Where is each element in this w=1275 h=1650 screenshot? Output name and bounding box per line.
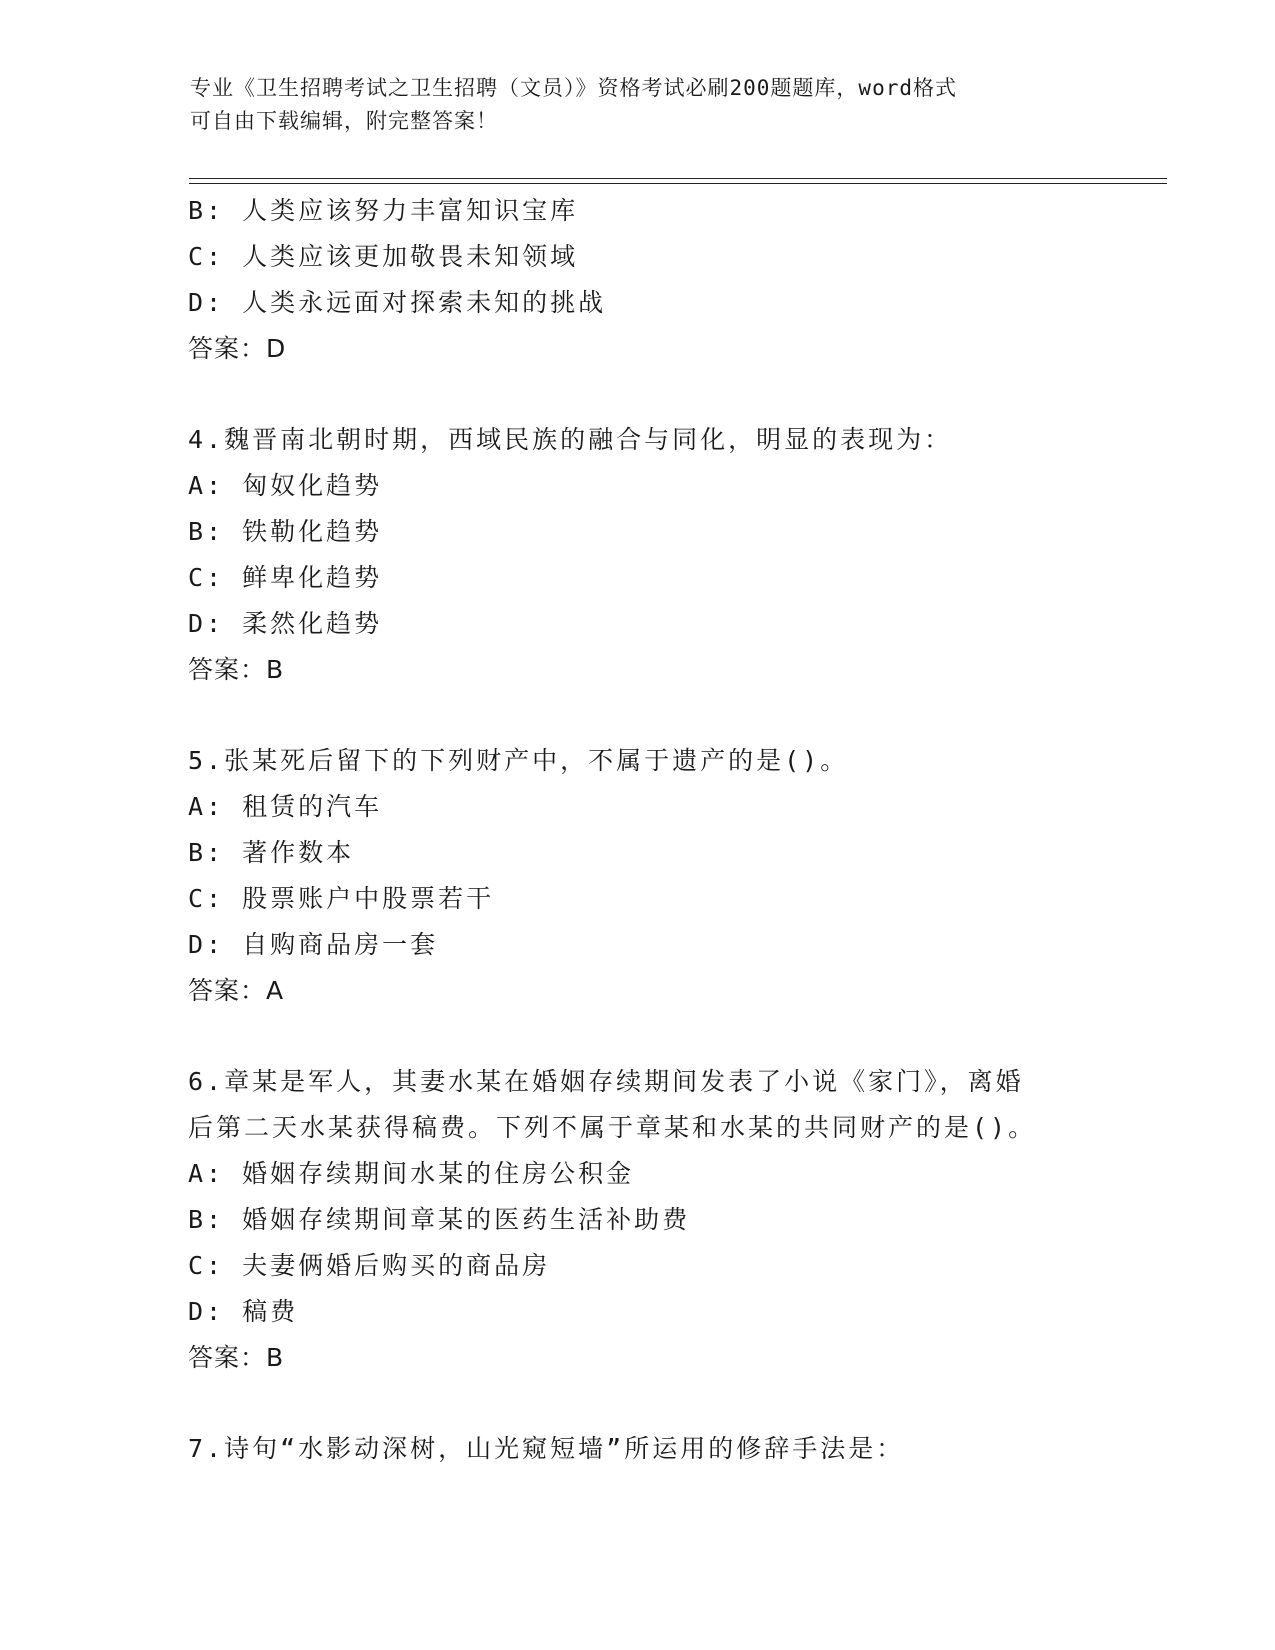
header-divider-top: [189, 178, 1167, 179]
question-text-line-1: 6.章某是军人，其妻水某在婚姻存续期间发表了小说《家门》，离婚: [188, 1067, 1024, 1096]
question-5: [188, 738, 1148, 1014]
answer-label: 答案：B: [188, 1343, 285, 1372]
question-6: [188, 1059, 1148, 1381]
question-text: 4.魏晋南北朝时期，西域民族的融合与同化，明显的表现为：: [188, 425, 953, 454]
option-c: C: 股票账户中股票若干: [188, 884, 495, 913]
option-c: C: 鲜卑化趋势: [188, 563, 383, 592]
option-b: B: 婚姻存续期间章某的医药生活补助费: [188, 1205, 691, 1234]
header-line-1: 专业《卫生招聘考试之卫生招聘（文员）》资格考试必刷200题题库，word格式: [190, 76, 957, 100]
option-c: C: 夫妻俩婚后购买的商品房: [188, 1251, 551, 1280]
question-list: [188, 188, 1148, 1472]
option-b: B: 著作数本: [188, 838, 355, 867]
question-3-tail: [188, 188, 1148, 372]
answer-label: 答案：D: [188, 334, 287, 363]
answer-label: 答案：A: [188, 976, 285, 1005]
question-text: 5.张某死后留下的下列财产中，不属于遗产的是()。: [188, 746, 849, 775]
option-a: A: 租赁的汽车: [188, 792, 383, 821]
header-line-2: 可自由下载编辑，附完整答案！: [190, 109, 498, 133]
answer-label: 答案：B: [188, 655, 285, 684]
question-4: [188, 417, 1148, 693]
question-7: [188, 1426, 1148, 1472]
option-b: B: 铁勒化趋势: [188, 517, 383, 546]
option-b: B: 人类应该努力丰富知识宝库: [188, 196, 579, 225]
option-c: C: 人类应该更加敬畏未知领域: [188, 242, 579, 271]
option-a: A: 婚姻存续期间水某的住房公积金: [188, 1159, 635, 1188]
option-d: D: 人类永远面对探索未知的挑战: [188, 288, 607, 317]
option-d: D: 柔然化趋势: [188, 609, 383, 638]
option-d: D: 自购商品房一套: [188, 930, 439, 959]
option-d: D: 稿费: [188, 1297, 299, 1326]
question-text-line-2: 后第二天水某获得稿费。下列不属于章某和水某的共同财产的是()。: [188, 1113, 1037, 1142]
question-text: 7.诗句“水影动深树，山光窥短墙”所运用的修辞手法是：: [188, 1434, 905, 1463]
header-divider-bottom: [189, 183, 1167, 184]
document-header: [190, 72, 1090, 138]
option-a: A: 匈奴化趋势: [188, 471, 383, 500]
